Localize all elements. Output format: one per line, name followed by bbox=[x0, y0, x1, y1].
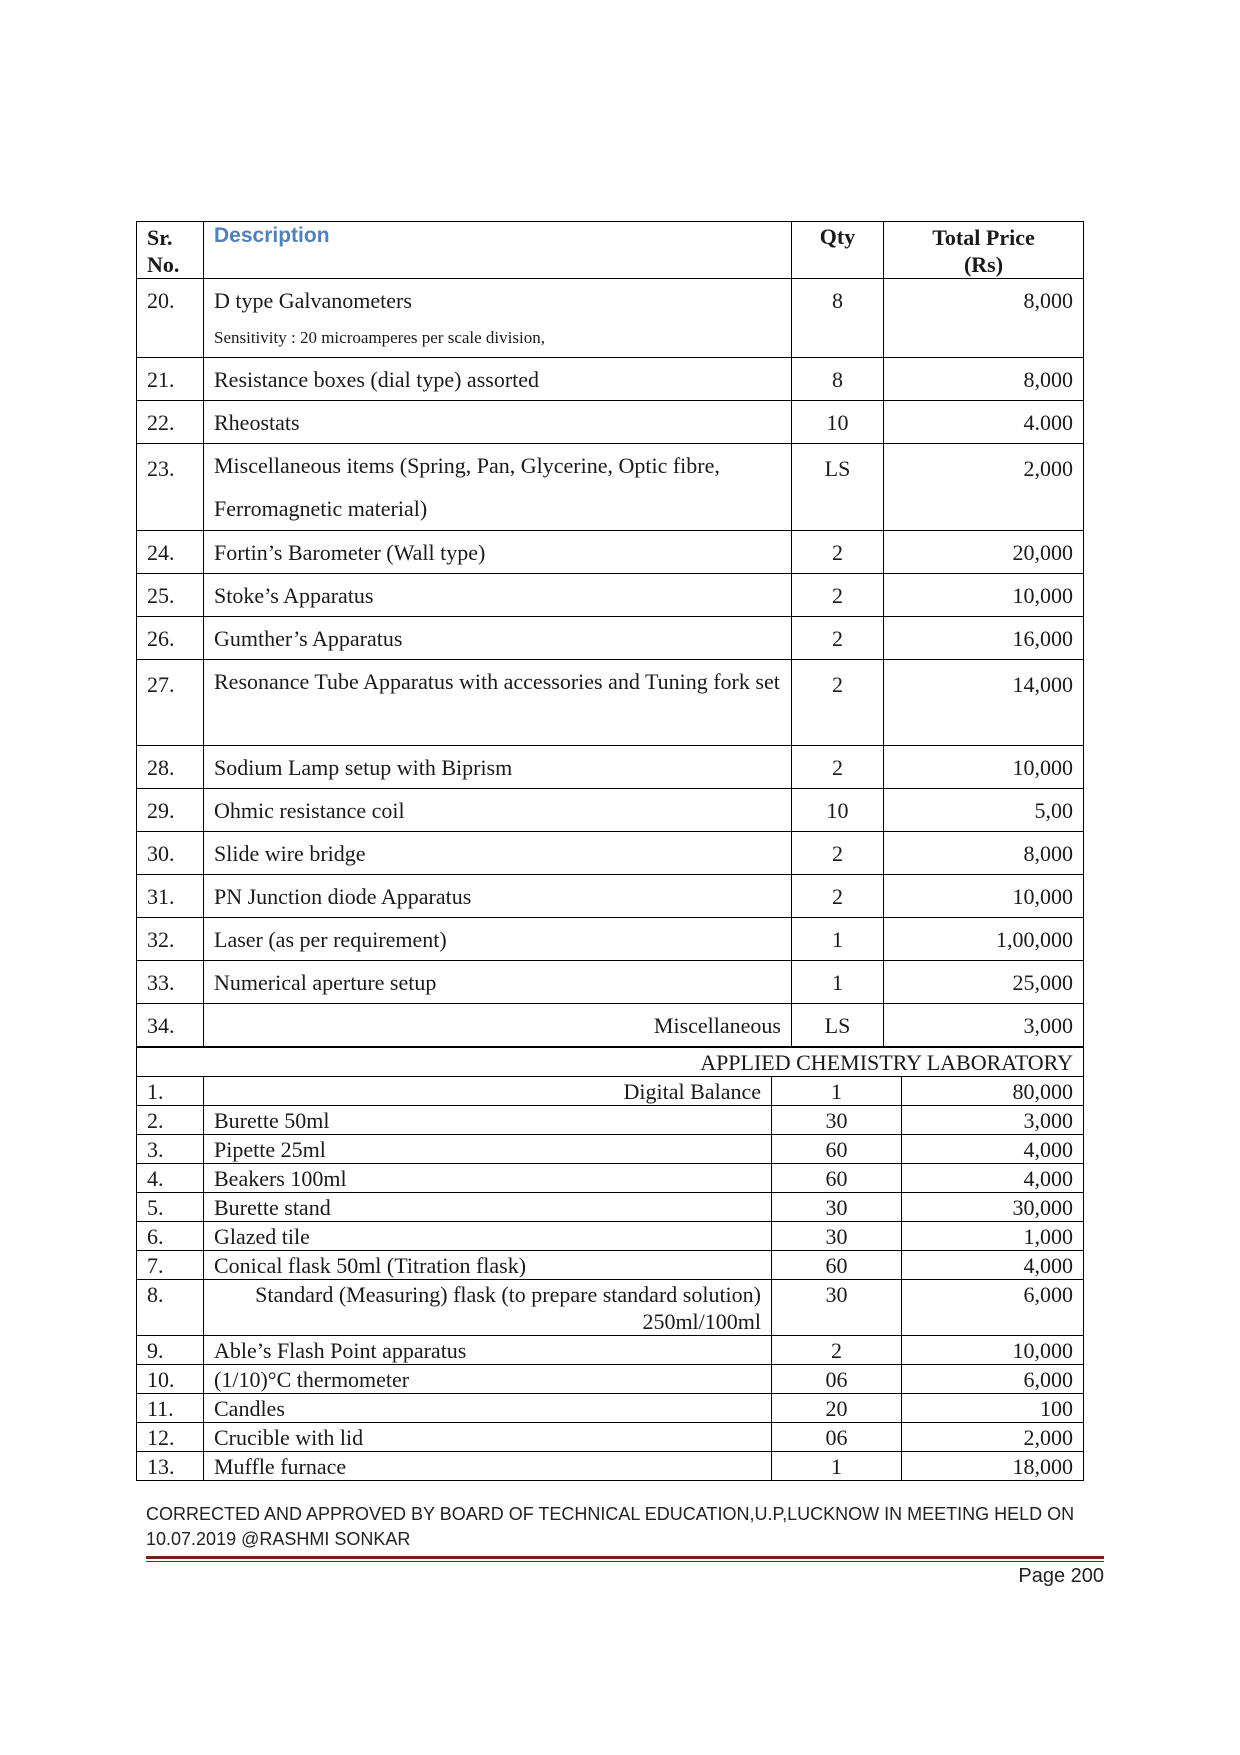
row-description: Laser (as per requirement) bbox=[204, 918, 792, 961]
row-sr: 24. bbox=[137, 531, 204, 574]
row-sr: 1. bbox=[137, 1077, 204, 1106]
row-sr: 21. bbox=[137, 358, 204, 401]
row-qty: 30 bbox=[772, 1106, 902, 1135]
table-row bbox=[137, 1164, 1084, 1193]
row-price: 10,000 bbox=[884, 875, 1084, 918]
row-sr: 9. bbox=[137, 1336, 204, 1365]
row-price: 4,000 bbox=[902, 1135, 1084, 1164]
row-price: 20,000 bbox=[884, 531, 1084, 574]
row-sr: 6. bbox=[137, 1222, 204, 1251]
row-sr: 27. bbox=[137, 660, 204, 746]
row-description: Resonance Tube Apparatus with accessories and Tuning fork set bbox=[204, 660, 792, 746]
row-description: Crucible with lid bbox=[204, 1423, 772, 1452]
table-row bbox=[137, 1135, 1084, 1164]
row-qty: 2 bbox=[792, 531, 884, 574]
row-qty: 1 bbox=[792, 961, 884, 1004]
row-price: 5,00 bbox=[884, 789, 1084, 832]
row-price: 30,000 bbox=[902, 1193, 1084, 1222]
row-qty: 60 bbox=[772, 1251, 902, 1280]
row-qty: 2 bbox=[792, 875, 884, 918]
row-price: 18,000 bbox=[902, 1452, 1084, 1481]
footer-divider bbox=[146, 1556, 1104, 1559]
row-sr: 31. bbox=[137, 875, 204, 918]
table-row bbox=[137, 574, 1084, 617]
page-number: Page 200 bbox=[1018, 1565, 1104, 1587]
row-sr: 34. bbox=[137, 1004, 204, 1047]
table-row bbox=[137, 401, 1084, 444]
row-description: Burette stand bbox=[204, 1193, 772, 1222]
row-qty: 8 bbox=[792, 279, 884, 358]
row-description: Candles bbox=[204, 1394, 772, 1423]
row-price: 1,000 bbox=[902, 1222, 1084, 1251]
row-description: Resistance boxes (dial type) assorted bbox=[204, 358, 792, 401]
row-price: 25,000 bbox=[884, 961, 1084, 1004]
table-row bbox=[137, 1004, 1084, 1047]
row-qty: 2 bbox=[792, 832, 884, 875]
row-sr: 10. bbox=[137, 1365, 204, 1394]
table-row bbox=[137, 617, 1084, 660]
table-row bbox=[137, 1452, 1084, 1481]
section-title: APPLIED CHEMISTRY LABORATORY bbox=[137, 1048, 1084, 1077]
row-qty: LS bbox=[792, 1004, 884, 1047]
table-row bbox=[137, 1280, 1084, 1336]
row-sr: 32. bbox=[137, 918, 204, 961]
row-qty: 10 bbox=[792, 401, 884, 444]
row-qty: 1 bbox=[772, 1077, 902, 1106]
row-qty: 2 bbox=[792, 660, 884, 746]
table-row bbox=[137, 1336, 1084, 1365]
table-row bbox=[137, 1423, 1084, 1452]
row-qty: 10 bbox=[792, 789, 884, 832]
row-description: Standard (Measuring) flask (to prepare standard solution) 250ml/100ml bbox=[204, 1280, 772, 1336]
header-qty: Qty bbox=[792, 222, 884, 279]
table-row bbox=[137, 279, 1084, 358]
table-row bbox=[137, 1394, 1084, 1423]
row-price: 1,00,000 bbox=[884, 918, 1084, 961]
table-row bbox=[137, 1106, 1084, 1135]
row-price: 4,000 bbox=[902, 1251, 1084, 1280]
row-price: 8,000 bbox=[884, 832, 1084, 875]
row-price: 3,000 bbox=[902, 1106, 1084, 1135]
table-row bbox=[137, 444, 1084, 531]
row-qty: 06 bbox=[772, 1365, 902, 1394]
row-sr: 12. bbox=[137, 1423, 204, 1452]
row-qty: 06 bbox=[772, 1423, 902, 1452]
row-price: 16,000 bbox=[884, 617, 1084, 660]
row-description: Pipette 25ml bbox=[204, 1135, 772, 1164]
row-description: Miscellaneous bbox=[204, 1004, 792, 1047]
row-description: Gumther’s Apparatus bbox=[204, 617, 792, 660]
table-row bbox=[137, 531, 1084, 574]
row-price: 80,000 bbox=[902, 1077, 1084, 1106]
row-sr: 8. bbox=[137, 1280, 204, 1336]
row-price: 100 bbox=[902, 1394, 1084, 1423]
table-row bbox=[137, 1222, 1084, 1251]
footer-divider-thin bbox=[146, 1561, 1104, 1562]
row-price: 2,000 bbox=[902, 1423, 1084, 1452]
row-price: 4.000 bbox=[884, 401, 1084, 444]
table-row bbox=[137, 789, 1084, 832]
table-row bbox=[137, 1365, 1084, 1394]
row-qty: 60 bbox=[772, 1164, 902, 1193]
table-row bbox=[137, 918, 1084, 961]
row-sr: 20. bbox=[137, 279, 204, 358]
row-description: (1/10)°C thermometer bbox=[204, 1365, 772, 1394]
section-title-row bbox=[137, 1048, 1084, 1077]
row-sr: 22. bbox=[137, 401, 204, 444]
row-description: Beakers 100ml bbox=[204, 1164, 772, 1193]
table-row bbox=[137, 358, 1084, 401]
table-row bbox=[137, 875, 1084, 918]
row-description: Stoke’s Apparatus bbox=[204, 574, 792, 617]
row-price: 10,000 bbox=[884, 746, 1084, 789]
row-price: 8,000 bbox=[884, 279, 1084, 358]
row-description: Glazed tile bbox=[204, 1222, 772, 1251]
row-sr: 5. bbox=[137, 1193, 204, 1222]
table-row bbox=[137, 832, 1084, 875]
row-sr: 3. bbox=[137, 1135, 204, 1164]
row-price: 4,000 bbox=[902, 1164, 1084, 1193]
header-description: Description bbox=[204, 222, 792, 279]
row-price: 2,000 bbox=[884, 444, 1084, 531]
row-sr: 30. bbox=[137, 832, 204, 875]
row-price: 6,000 bbox=[902, 1365, 1084, 1394]
header-total-price: Total Price (Rs) bbox=[884, 222, 1084, 279]
footer-approval-note: CORRECTED AND APPROVED BY BOARD OF TECHNICAL EDUCATION,U.P,LUCKNOW IN MEETING HELD ON 10.07.2019 @RASHMI SONKAR bbox=[146, 1504, 1075, 1549]
row-description: Slide wire bridge bbox=[204, 832, 792, 875]
row-qty: 30 bbox=[772, 1280, 902, 1336]
row-sr: 25. bbox=[137, 574, 204, 617]
row-description: Fortin’s Barometer (Wall type) bbox=[204, 531, 792, 574]
row-qty: 1 bbox=[772, 1452, 902, 1481]
row-qty: 2 bbox=[792, 746, 884, 789]
row-qty: 30 bbox=[772, 1222, 902, 1251]
row-description: PN Junction diode Apparatus bbox=[204, 875, 792, 918]
row-price: 10,000 bbox=[902, 1336, 1084, 1365]
row-description: Digital Balance bbox=[204, 1077, 772, 1106]
row-qty: 60 bbox=[772, 1135, 902, 1164]
header-sr-no: Sr. No. bbox=[137, 222, 204, 279]
table-row bbox=[137, 1193, 1084, 1222]
row-qty: 2 bbox=[792, 617, 884, 660]
physics-equipment-table bbox=[136, 221, 1084, 1047]
row-description: Able’s Flash Point apparatus bbox=[204, 1336, 772, 1365]
row-qty: 20 bbox=[772, 1394, 902, 1423]
row-price: 14,000 bbox=[884, 660, 1084, 746]
row-sr: 26. bbox=[137, 617, 204, 660]
row-description: Conical flask 50ml (Titration flask) bbox=[204, 1251, 772, 1280]
row-sr: 2. bbox=[137, 1106, 204, 1135]
row-description: Miscellaneous items (Spring, Pan, Glycerine, Optic fibre, Ferromagnetic material) bbox=[204, 444, 792, 531]
row-qty: 8 bbox=[792, 358, 884, 401]
table-row bbox=[137, 1077, 1084, 1106]
table-row bbox=[137, 961, 1084, 1004]
row-qty: 1 bbox=[792, 918, 884, 961]
row-price: 8,000 bbox=[884, 358, 1084, 401]
row-price: 10,000 bbox=[884, 574, 1084, 617]
row-sr: 11. bbox=[137, 1394, 204, 1423]
row-qty: LS bbox=[792, 444, 884, 531]
row-qty: 30 bbox=[772, 1193, 902, 1222]
row-sr: 13. bbox=[137, 1452, 204, 1481]
row-qty: 2 bbox=[792, 574, 884, 617]
row-description: Sodium Lamp setup with Biprism bbox=[204, 746, 792, 789]
row-sr: 4. bbox=[137, 1164, 204, 1193]
sensitivity-note: Sensitivity : 20 microamperes per scale division, bbox=[214, 328, 545, 347]
chemistry-equipment-table bbox=[136, 1047, 1084, 1481]
row-sr: 7. bbox=[137, 1251, 204, 1280]
row-price: 6,000 bbox=[902, 1280, 1084, 1336]
row-qty: 2 bbox=[772, 1336, 902, 1365]
table-row bbox=[137, 1251, 1084, 1280]
row-sr: 33. bbox=[137, 961, 204, 1004]
table-header-row bbox=[137, 222, 1084, 279]
table-row bbox=[137, 660, 1084, 746]
table-row bbox=[137, 746, 1084, 789]
row-price: 3,000 bbox=[884, 1004, 1084, 1047]
row-description: Rheostats bbox=[204, 401, 792, 444]
row-description: Ohmic resistance coil bbox=[204, 789, 792, 832]
row-description: Muffle furnace bbox=[204, 1452, 772, 1481]
row-sr: 28. bbox=[137, 746, 204, 789]
row-description: Burette 50ml bbox=[204, 1106, 772, 1135]
row-sr: 29. bbox=[137, 789, 204, 832]
row-description: Numerical aperture setup bbox=[204, 961, 792, 1004]
row-description: D type Galvanometers Sensitivity : 20 microamperes per scale division, bbox=[204, 279, 792, 358]
row-sr: 23. bbox=[137, 444, 204, 531]
